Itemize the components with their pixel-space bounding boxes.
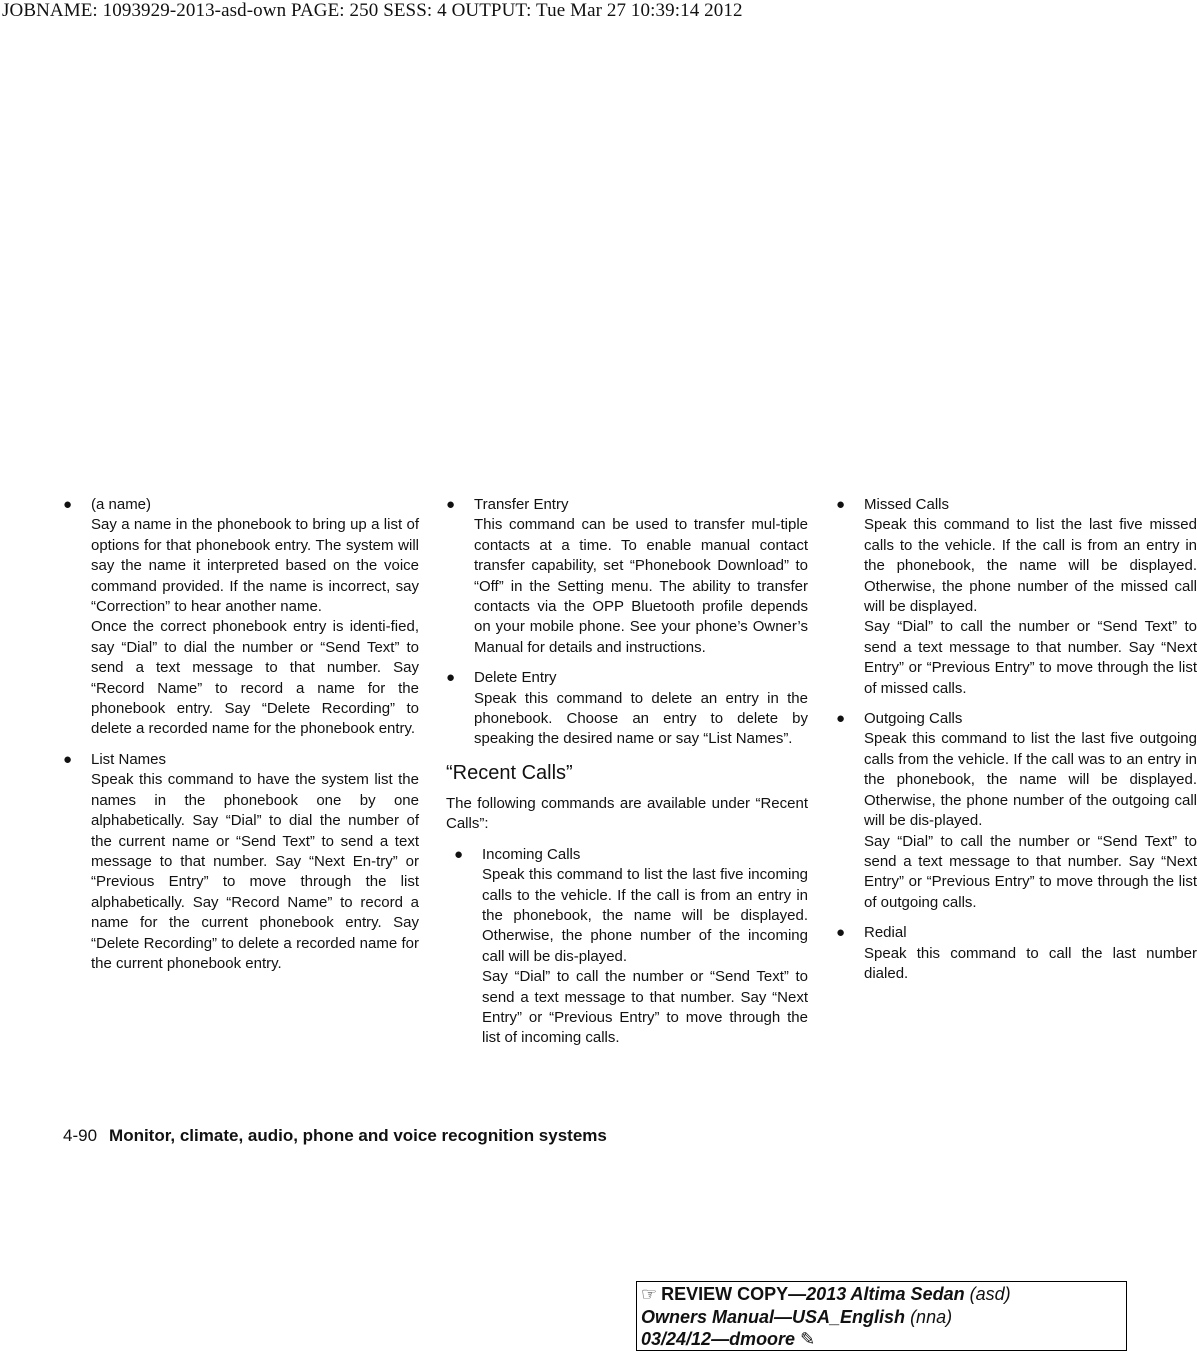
item-term: Incoming Calls bbox=[482, 845, 581, 863]
item-term: Transfer Entry bbox=[474, 496, 569, 513]
list-item-outgoing-calls bbox=[836, 709, 1197, 913]
item-term: Missed Calls bbox=[864, 496, 950, 513]
jobname-header: JOBNAME: 1093929-2013-asd-own PAGE: 250 SESS: 4 OUTPUT: Tue Mar 27 10:39:14 2012 bbox=[2, 0, 743, 21]
item-paragraph: Say “Dial” to call the number or “Send Text” to send a text message to that number. Say “Next Entry” or “Previous Entry” to move through the list of incoming calls. bbox=[482, 968, 808, 1047]
item-paragraph: Say “Dial” to call the number or “Send Text” to send a text message to that number. Say “Next Entry” or “Previous Entry” to move through the list of outgoing calls. bbox=[864, 832, 1197, 911]
item-paragraph: Speak this command to list the last five incoming calls to the vehicle. If the call is from an entry in the phonebook, the name will be displayed. Otherwise, the phone number of the incoming call will be dis-played. bbox=[482, 866, 808, 965]
list-item-missed-calls bbox=[836, 495, 1197, 699]
column-2 bbox=[446, 495, 808, 1059]
item-paragraph: Speak this command to delete an entry in the phonebook. Choose an entry to delete by speaking the desired name or say “List Names”. bbox=[474, 689, 808, 748]
item-paragraph: This command can be used to transfer mul-tiple contacts at a time. To enable manual contact transfer capability, set “Phonebook Download” to “Off” in the Setting menu. The ability to transfer contacts via the OPP Bluetooth profile depends on your mobile phone. See your phone’s Owner’s Manual for details and instructions. bbox=[474, 516, 808, 656]
bullet-icon: ● bbox=[836, 710, 846, 728]
list-item-incoming-calls bbox=[446, 845, 808, 1049]
item-paragraph: Once the correct phonebook entry is identi-fied, say “Dial” to dial the number or “Send Text” to send a text message to that number. Say “Record Name” to record a name for the phonebook entry. Say “Delete Recording” to delete a recorded name for the phonebook entry. bbox=[91, 618, 419, 738]
item-paragraph: Say “Dial” to call the number or “Send Text” to send a text message to that number. Say “Next Entry” or “Previous Entry” to move through the list of missed calls. bbox=[864, 618, 1197, 697]
list-item-delete-entry bbox=[446, 668, 808, 750]
item-term: Delete Entry bbox=[474, 669, 557, 687]
page-number: 4-90 bbox=[63, 1126, 98, 1145]
review-date-author: 03/24/12—dmoore bbox=[641, 1329, 796, 1349]
list-item-transfer-entry bbox=[446, 495, 808, 658]
page-footer bbox=[63, 1126, 607, 1146]
bullet-icon: ● bbox=[446, 669, 456, 687]
column-1 bbox=[63, 495, 419, 984]
review-label: REVIEW COPY— bbox=[661, 1284, 807, 1304]
bullet-icon: ● bbox=[836, 924, 846, 942]
bullet-icon: ● bbox=[63, 750, 73, 768]
item-term: (a name) bbox=[91, 496, 152, 513]
list-item-a-name bbox=[63, 495, 419, 740]
list-item-redial bbox=[836, 923, 1197, 984]
item-term: List Names bbox=[91, 750, 167, 768]
review-manual-code: (nna) bbox=[905, 1307, 953, 1327]
section-heading-recent-calls: “Recent Calls” bbox=[446, 761, 573, 784]
review-line-2 bbox=[641, 1306, 1122, 1328]
item-paragraph: Say a name in the phonebook to bring up a list of options for that phonebook entry. The system will say the name it interpreted based on the voice command provided. If the name is incorrect, say “Correction” to hear another name. bbox=[91, 516, 419, 616]
review-model: 2013 Altima Sedan bbox=[806, 1284, 965, 1304]
bullet-icon: ● bbox=[836, 496, 846, 513]
footer-section-title: Monitor, climate, audio, phone and voice recognition systems bbox=[109, 1126, 607, 1145]
item-term: Outgoing Calls bbox=[864, 710, 963, 728]
pointing-hand-icon: ☞ bbox=[641, 1284, 658, 1305]
section-intro: The following commands are available under “Recent Calls”: bbox=[446, 794, 808, 833]
item-paragraph: Speak this command to have the system list the names in the phonebook one by one alphabetically. Say “Dial” to dial the number of the current name or “Send Text” to send a text message to that number. Say “Next En-try” or “Previous Entry” to move through the list alphabetically. Say “Record Name” to record a name for the current phonebook entry. Say “Delete Recording” to delete a recorded name for the current phonebook entry. bbox=[91, 771, 419, 972]
bullet-icon: ● bbox=[454, 845, 464, 863]
list-item-list-names bbox=[63, 750, 419, 974]
review-copy-box bbox=[636, 1281, 1127, 1351]
review-model-code: (asd) bbox=[964, 1284, 1011, 1304]
item-paragraph: Speak this command to call the last number dialed. bbox=[864, 944, 1197, 982]
bullet-icon: ● bbox=[446, 496, 456, 513]
item-paragraph: Speak this command to list the last five outgoing calls from the vehicle. If the call was to an entry in the phonebook, the name will be displayed. Otherwise, the phone number of the outgoing call will be dis-played. bbox=[864, 730, 1197, 830]
bullet-icon: ● bbox=[63, 496, 73, 513]
pencil-icon: ✎ bbox=[800, 1329, 816, 1350]
review-manual: Owners Manual—USA_English bbox=[641, 1307, 906, 1327]
item-paragraph: Speak this command to list the last five missed calls to the vehicle. If the call is from an entry in the phonebook, the name will be displayed. Otherwise, the phone number of the missed call will be displayed. bbox=[864, 516, 1197, 616]
column-3 bbox=[836, 495, 1197, 994]
item-term: Redial bbox=[864, 924, 907, 942]
review-line-3 bbox=[641, 1328, 1122, 1351]
review-line-1 bbox=[641, 1283, 1122, 1306]
